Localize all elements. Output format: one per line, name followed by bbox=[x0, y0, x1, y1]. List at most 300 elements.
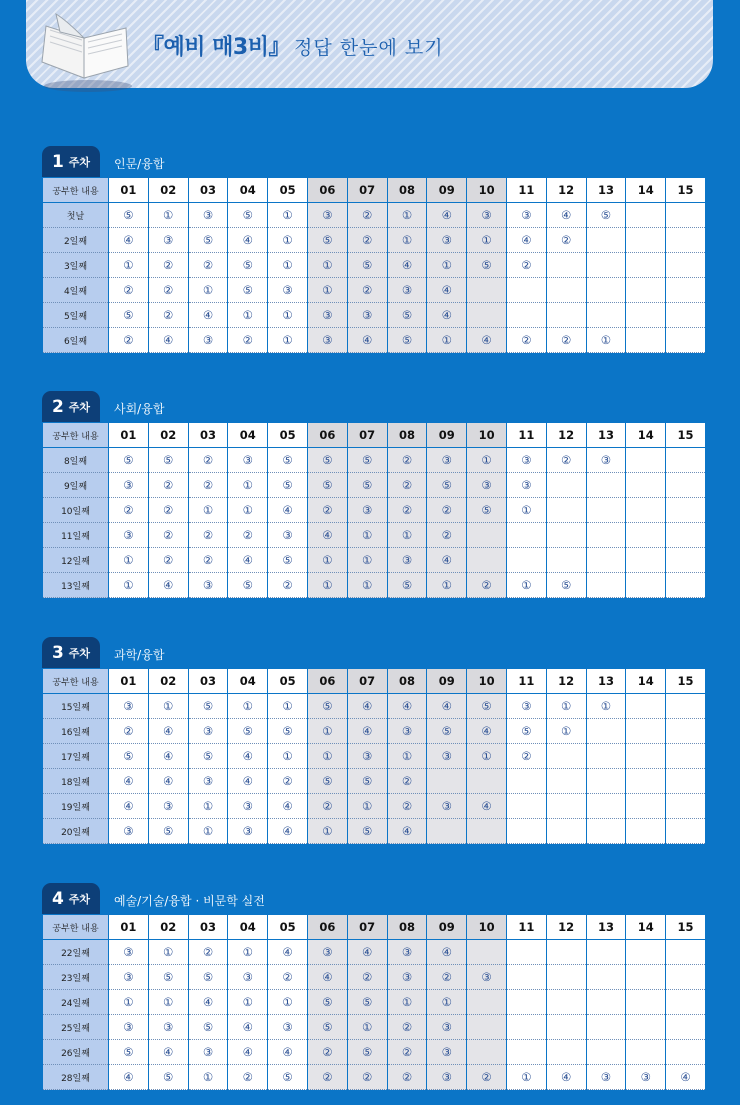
table-row bbox=[43, 719, 706, 744]
answer-cell: ② bbox=[467, 573, 507, 598]
answer-cell: ② bbox=[347, 965, 387, 990]
column-number: 15 bbox=[666, 178, 706, 203]
answer-cell: ② bbox=[148, 253, 188, 278]
answer-cell: ④ bbox=[228, 744, 268, 769]
answer-cell: ④ bbox=[148, 328, 188, 353]
answer-cell: ④ bbox=[109, 228, 149, 253]
answer-cell: ② bbox=[268, 769, 308, 794]
answer-cell bbox=[546, 498, 586, 523]
day-label: 19일째 bbox=[43, 794, 109, 819]
answer-cell: ③ bbox=[188, 203, 228, 228]
week-title: 예술/기술/융합 · 비문학 실전 bbox=[114, 894, 265, 908]
answer-cell: ② bbox=[546, 448, 586, 473]
answer-cell: ④ bbox=[467, 719, 507, 744]
answer-cell: ① bbox=[427, 990, 467, 1015]
answer-cell: ④ bbox=[666, 1065, 706, 1090]
table-row bbox=[43, 990, 706, 1015]
answer-cell: ② bbox=[307, 498, 347, 523]
answer-cell: ② bbox=[307, 1040, 347, 1065]
day-label: 6일째 bbox=[43, 328, 109, 353]
column-header-label: 공부한 내용 bbox=[43, 915, 109, 940]
answer-cell: ⑤ bbox=[228, 719, 268, 744]
answer-cell: ④ bbox=[427, 303, 467, 328]
answer-cell: ① bbox=[268, 694, 308, 719]
answer-cell: ⑤ bbox=[268, 548, 308, 573]
answer-cell bbox=[666, 548, 706, 573]
column-number: 14 bbox=[626, 178, 666, 203]
answer-cell bbox=[586, 1015, 626, 1040]
answer-cell bbox=[666, 990, 706, 1015]
answer-cell bbox=[626, 819, 666, 844]
answer-cell: ⑤ bbox=[387, 328, 427, 353]
answer-cell: ③ bbox=[109, 1015, 149, 1040]
answer-cell bbox=[666, 253, 706, 278]
answer-cell bbox=[546, 1040, 586, 1065]
table-row bbox=[43, 819, 706, 844]
column-number: 03 bbox=[188, 178, 228, 203]
answer-cell: ② bbox=[307, 794, 347, 819]
answer-cell bbox=[666, 523, 706, 548]
answer-cell: ① bbox=[188, 794, 228, 819]
answer-cell: ① bbox=[148, 203, 188, 228]
answer-cell bbox=[626, 303, 666, 328]
answer-cell: ⑤ bbox=[467, 253, 507, 278]
answer-cell: ⑤ bbox=[307, 228, 347, 253]
answer-cell: ② bbox=[228, 328, 268, 353]
answer-cell bbox=[626, 473, 666, 498]
answer-cell: ③ bbox=[467, 203, 507, 228]
answer-cell bbox=[666, 694, 706, 719]
column-number: 07 bbox=[347, 669, 387, 694]
answer-cell: ① bbox=[467, 228, 507, 253]
column-header-label: 공부한 내용 bbox=[43, 423, 109, 448]
answer-cell: ① bbox=[228, 990, 268, 1015]
answer-cell: ④ bbox=[347, 694, 387, 719]
answer-cell: ① bbox=[387, 203, 427, 228]
column-number: 08 bbox=[387, 423, 427, 448]
answer-cell: ② bbox=[347, 1065, 387, 1090]
column-number: 08 bbox=[387, 178, 427, 203]
column-number: 05 bbox=[268, 669, 308, 694]
answer-cell: ③ bbox=[228, 819, 268, 844]
answer-cell: ③ bbox=[148, 794, 188, 819]
answer-cell bbox=[586, 303, 626, 328]
answer-cell bbox=[626, 253, 666, 278]
answer-cell bbox=[666, 448, 706, 473]
answer-cell bbox=[666, 1015, 706, 1040]
answer-cell bbox=[666, 744, 706, 769]
column-number: 04 bbox=[228, 423, 268, 448]
column-number: 15 bbox=[666, 915, 706, 940]
answer-cell: ③ bbox=[188, 1040, 228, 1065]
answer-cell: ② bbox=[387, 794, 427, 819]
answer-cell: ③ bbox=[188, 769, 228, 794]
answer-cell: ② bbox=[228, 1065, 268, 1090]
column-number: 12 bbox=[546, 178, 586, 203]
answer-cell: ④ bbox=[109, 794, 149, 819]
week-section-2 bbox=[42, 391, 705, 598]
answer-cell: ② bbox=[268, 573, 308, 598]
title-subtitle: 정답 한눈에 보기 bbox=[293, 37, 444, 59]
answer-cell: ④ bbox=[467, 328, 507, 353]
answer-cell: ① bbox=[228, 940, 268, 965]
answer-cell: ④ bbox=[268, 940, 308, 965]
answer-cell: ③ bbox=[347, 744, 387, 769]
answer-cell: ② bbox=[387, 1015, 427, 1040]
answer-cell bbox=[467, 940, 507, 965]
answer-cell: ② bbox=[427, 498, 467, 523]
answer-cell: ① bbox=[228, 498, 268, 523]
column-number: 07 bbox=[347, 915, 387, 940]
answer-cell bbox=[506, 940, 546, 965]
answer-cell: ④ bbox=[387, 694, 427, 719]
answer-cell: ① bbox=[268, 744, 308, 769]
answer-cell: ③ bbox=[109, 473, 149, 498]
answer-cell: ⑤ bbox=[347, 769, 387, 794]
answer-cell bbox=[666, 303, 706, 328]
answer-cell: ② bbox=[427, 523, 467, 548]
answer-cell: ⑤ bbox=[546, 573, 586, 598]
table-row bbox=[43, 523, 706, 548]
answer-cell bbox=[586, 523, 626, 548]
answer-cell: ① bbox=[546, 694, 586, 719]
answer-cell: ④ bbox=[347, 940, 387, 965]
answer-cell: ③ bbox=[387, 940, 427, 965]
answer-cell bbox=[506, 1015, 546, 1040]
answer-cell: ⑤ bbox=[109, 744, 149, 769]
answer-cell: ④ bbox=[387, 253, 427, 278]
answer-cell: ② bbox=[387, 1040, 427, 1065]
table-row bbox=[43, 744, 706, 769]
column-number: 08 bbox=[387, 669, 427, 694]
answer-cell: ① bbox=[307, 573, 347, 598]
answer-cell: ⑤ bbox=[347, 448, 387, 473]
week-section-4 bbox=[42, 883, 705, 1090]
answer-cell: ① bbox=[506, 573, 546, 598]
answer-cell: ② bbox=[307, 1065, 347, 1090]
answer-cell: ② bbox=[268, 965, 308, 990]
answer-cell: ② bbox=[506, 328, 546, 353]
answer-cell: ⑤ bbox=[188, 744, 228, 769]
answer-cell: ⑤ bbox=[347, 253, 387, 278]
answer-cell: ⑤ bbox=[188, 965, 228, 990]
answer-cell: ⑤ bbox=[307, 448, 347, 473]
answer-cell: ⑤ bbox=[228, 573, 268, 598]
answer-cell: ② bbox=[387, 498, 427, 523]
answer-cell: ② bbox=[506, 253, 546, 278]
answer-cell: ① bbox=[506, 498, 546, 523]
answer-cell: ① bbox=[307, 744, 347, 769]
answer-cell bbox=[626, 1040, 666, 1065]
day-label: 18일째 bbox=[43, 769, 109, 794]
answer-cell: ① bbox=[188, 819, 228, 844]
answer-cell: ⑤ bbox=[307, 694, 347, 719]
answer-cell bbox=[666, 769, 706, 794]
answer-cell bbox=[626, 328, 666, 353]
column-number: 05 bbox=[268, 423, 308, 448]
answer-cell bbox=[586, 819, 626, 844]
answer-cell: ③ bbox=[427, 744, 467, 769]
column-number: 07 bbox=[347, 178, 387, 203]
answer-cell bbox=[546, 473, 586, 498]
table-header-row bbox=[43, 915, 706, 940]
answer-cell bbox=[546, 523, 586, 548]
answer-cell bbox=[586, 769, 626, 794]
answer-cell: ④ bbox=[546, 203, 586, 228]
answer-cell: ④ bbox=[148, 769, 188, 794]
answer-cell: ② bbox=[109, 498, 149, 523]
answer-cell bbox=[666, 328, 706, 353]
answer-cell: ④ bbox=[268, 794, 308, 819]
day-label: 17일째 bbox=[43, 744, 109, 769]
answer-cell: ② bbox=[148, 523, 188, 548]
column-number: 10 bbox=[467, 178, 507, 203]
answer-cell: ① bbox=[586, 328, 626, 353]
answer-cell: ⑤ bbox=[307, 473, 347, 498]
column-number: 12 bbox=[546, 423, 586, 448]
column-number: 09 bbox=[427, 423, 467, 448]
day-label: 25일째 bbox=[43, 1015, 109, 1040]
table-row bbox=[43, 694, 706, 719]
answer-cell: ② bbox=[347, 278, 387, 303]
week-unit: 주차 bbox=[68, 400, 91, 414]
answer-cell: ⑤ bbox=[188, 1015, 228, 1040]
answer-cell: ④ bbox=[268, 819, 308, 844]
answer-cell: ④ bbox=[268, 1040, 308, 1065]
answer-cell: ③ bbox=[228, 965, 268, 990]
column-number: 09 bbox=[427, 178, 467, 203]
week-number: 4 bbox=[51, 888, 64, 909]
answer-cell bbox=[626, 573, 666, 598]
answer-cell bbox=[546, 278, 586, 303]
answer-cell bbox=[626, 794, 666, 819]
answer-cell: ⑤ bbox=[347, 473, 387, 498]
day-label: 20일째 bbox=[43, 819, 109, 844]
week-number: 2 bbox=[51, 396, 64, 417]
answer-cell: ⑤ bbox=[188, 694, 228, 719]
answer-cell: ② bbox=[148, 303, 188, 328]
answer-cell: ⑤ bbox=[109, 303, 149, 328]
column-header-label: 공부한 내용 bbox=[43, 669, 109, 694]
answer-cell bbox=[666, 819, 706, 844]
column-number: 14 bbox=[626, 915, 666, 940]
answer-cell: ① bbox=[228, 303, 268, 328]
answer-cell: ③ bbox=[467, 473, 507, 498]
answer-cell bbox=[506, 965, 546, 990]
answer-cell: ② bbox=[109, 719, 149, 744]
answer-cell: ④ bbox=[427, 694, 467, 719]
answer-cell: ③ bbox=[427, 1065, 467, 1090]
answer-cell bbox=[626, 769, 666, 794]
title-main: 『예비 매3비』 bbox=[142, 35, 290, 60]
answer-cell: ① bbox=[347, 1015, 387, 1040]
answer-cell: ④ bbox=[148, 719, 188, 744]
answer-cell: ④ bbox=[148, 573, 188, 598]
answer-cell bbox=[666, 719, 706, 744]
answer-cell: ② bbox=[546, 228, 586, 253]
answer-cell: ⑤ bbox=[347, 819, 387, 844]
answer-cell bbox=[626, 719, 666, 744]
answer-cell: ⑤ bbox=[307, 769, 347, 794]
answer-cell: ⑤ bbox=[109, 448, 149, 473]
answer-cell: ③ bbox=[506, 448, 546, 473]
answer-cell bbox=[586, 228, 626, 253]
answer-cell bbox=[626, 498, 666, 523]
answer-cell bbox=[546, 990, 586, 1015]
answer-cell: ④ bbox=[427, 548, 467, 573]
answer-cell: ① bbox=[109, 573, 149, 598]
answer-cell: ③ bbox=[626, 1065, 666, 1090]
column-number: 13 bbox=[586, 423, 626, 448]
answer-cell bbox=[546, 965, 586, 990]
table-row bbox=[43, 228, 706, 253]
answer-cell: ④ bbox=[427, 940, 467, 965]
day-label: 5일째 bbox=[43, 303, 109, 328]
answer-cell: ① bbox=[546, 719, 586, 744]
answer-cell: ⑤ bbox=[268, 473, 308, 498]
answer-cell bbox=[586, 473, 626, 498]
page-title bbox=[142, 30, 444, 61]
column-number: 02 bbox=[148, 915, 188, 940]
answer-cell: ② bbox=[387, 448, 427, 473]
day-label: 3일째 bbox=[43, 253, 109, 278]
answer-cell bbox=[586, 278, 626, 303]
column-number: 11 bbox=[506, 423, 546, 448]
answer-cell: ④ bbox=[228, 228, 268, 253]
day-label: 16일째 bbox=[43, 719, 109, 744]
answer-cell: ③ bbox=[268, 523, 308, 548]
column-number: 04 bbox=[228, 669, 268, 694]
answer-cell: ④ bbox=[427, 278, 467, 303]
answer-cell: ⑤ bbox=[109, 203, 149, 228]
answer-cell bbox=[626, 694, 666, 719]
answer-cell bbox=[467, 278, 507, 303]
answer-cell bbox=[546, 548, 586, 573]
answer-cell bbox=[626, 1015, 666, 1040]
answer-cell bbox=[546, 1015, 586, 1040]
answer-cell: ④ bbox=[307, 523, 347, 548]
answer-cell: ④ bbox=[188, 303, 228, 328]
week-badge bbox=[42, 391, 100, 422]
column-number: 02 bbox=[148, 178, 188, 203]
answer-cell: ② bbox=[148, 278, 188, 303]
answer-cell: ① bbox=[228, 694, 268, 719]
answer-cell: ② bbox=[467, 1065, 507, 1090]
answer-cell bbox=[546, 744, 586, 769]
answer-cell: ① bbox=[307, 719, 347, 744]
answer-cell: ① bbox=[188, 1065, 228, 1090]
answer-cell bbox=[467, 548, 507, 573]
answer-cell: ⑤ bbox=[347, 990, 387, 1015]
answer-cell: ① bbox=[228, 473, 268, 498]
answer-cell bbox=[546, 253, 586, 278]
answer-cell: ⑤ bbox=[148, 1065, 188, 1090]
table-row bbox=[43, 498, 706, 523]
answer-cell: ⑤ bbox=[228, 278, 268, 303]
answer-cell: ② bbox=[148, 498, 188, 523]
column-number: 13 bbox=[586, 915, 626, 940]
answer-cell: ① bbox=[148, 940, 188, 965]
answer-cell: ② bbox=[387, 769, 427, 794]
answer-cell bbox=[506, 523, 546, 548]
week-header bbox=[42, 883, 705, 914]
answer-cell: ⑤ bbox=[467, 498, 507, 523]
answer-cell: ③ bbox=[307, 940, 347, 965]
answer-cell: ③ bbox=[586, 448, 626, 473]
answer-cell: ② bbox=[188, 940, 228, 965]
answer-cell: ① bbox=[427, 253, 467, 278]
table-row bbox=[43, 965, 706, 990]
answer-cell: ④ bbox=[467, 794, 507, 819]
answer-cell: ③ bbox=[586, 1065, 626, 1090]
answer-cell: ⑤ bbox=[586, 203, 626, 228]
answer-cell: ① bbox=[268, 203, 308, 228]
answer-cell: ④ bbox=[268, 498, 308, 523]
week-section-1 bbox=[42, 146, 705, 353]
day-label: 26일째 bbox=[43, 1040, 109, 1065]
answer-cell: ③ bbox=[148, 228, 188, 253]
answer-cell: ⑤ bbox=[109, 1040, 149, 1065]
answer-cell bbox=[586, 253, 626, 278]
answer-cell: ③ bbox=[109, 965, 149, 990]
answer-cell bbox=[586, 940, 626, 965]
answer-cell bbox=[506, 794, 546, 819]
answer-cell: ① bbox=[347, 548, 387, 573]
answer-cell: ③ bbox=[347, 303, 387, 328]
answer-cell: ① bbox=[307, 548, 347, 573]
answer-cell: ④ bbox=[506, 228, 546, 253]
answer-cell: ③ bbox=[387, 548, 427, 573]
answer-cell: ① bbox=[148, 990, 188, 1015]
answer-cell bbox=[427, 819, 467, 844]
answer-cell: ⑤ bbox=[268, 448, 308, 473]
column-number: 02 bbox=[148, 423, 188, 448]
answer-cell: ① bbox=[188, 278, 228, 303]
answer-cell: ③ bbox=[307, 328, 347, 353]
answer-cell: ④ bbox=[427, 203, 467, 228]
week-number: 1 bbox=[51, 151, 64, 172]
answer-cell: ⑤ bbox=[427, 719, 467, 744]
answer-cell: ② bbox=[347, 203, 387, 228]
answer-cell: ① bbox=[307, 253, 347, 278]
answer-cell: ⑤ bbox=[347, 1040, 387, 1065]
answer-cell: ④ bbox=[188, 990, 228, 1015]
open-book-icon bbox=[36, 12, 136, 94]
answer-cell bbox=[666, 573, 706, 598]
column-number: 01 bbox=[109, 423, 149, 448]
answer-cell: ② bbox=[188, 448, 228, 473]
answer-cell: ④ bbox=[148, 1040, 188, 1065]
answer-cell: ③ bbox=[387, 278, 427, 303]
answer-cell bbox=[546, 940, 586, 965]
column-number: 03 bbox=[188, 669, 228, 694]
column-number: 12 bbox=[546, 915, 586, 940]
table-row bbox=[43, 303, 706, 328]
week-title: 사회/융합 bbox=[114, 402, 165, 416]
answer-cell bbox=[586, 573, 626, 598]
column-number: 05 bbox=[268, 915, 308, 940]
day-label: 8일째 bbox=[43, 448, 109, 473]
answer-cell: ⑤ bbox=[387, 573, 427, 598]
column-number: 15 bbox=[666, 669, 706, 694]
answer-cell bbox=[467, 819, 507, 844]
answer-cell bbox=[586, 719, 626, 744]
answer-cell bbox=[666, 940, 706, 965]
column-header-label: 공부한 내용 bbox=[43, 178, 109, 203]
answer-table bbox=[42, 422, 706, 598]
answer-cell bbox=[626, 278, 666, 303]
day-label: 2일째 bbox=[43, 228, 109, 253]
